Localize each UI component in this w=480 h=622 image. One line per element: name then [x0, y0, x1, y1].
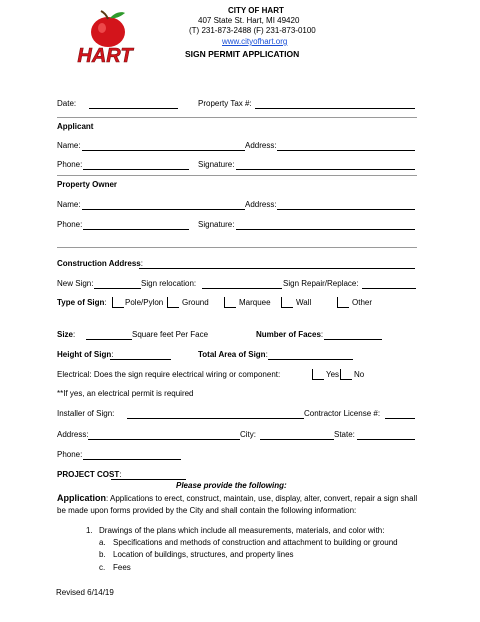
application-paragraph-line1: Application: Applications to erect, construct, maintain, use, display, alter, convert, repair a sign shall [57, 493, 418, 503]
construction-address-field[interactable] [139, 268, 415, 269]
owner-name-label: Name: [57, 200, 81, 209]
installer-field[interactable] [127, 418, 304, 419]
item-1-number: 1. [86, 526, 93, 535]
section-divider [57, 117, 417, 118]
number-of-faces-field[interactable] [324, 339, 382, 340]
square-feet-label: Square feet Per Face [132, 330, 209, 339]
sign-relocation-field[interactable] [202, 288, 282, 289]
project-cost-label: PROJECT COST: [57, 470, 122, 479]
item-1a-text: Specifications and methods of construction and attachment to building or ground [113, 538, 398, 547]
city-phone-fax: (T) 231-873-2488 (F) 231-873-0100 [189, 26, 316, 35]
number-of-faces-label: Number of Faces: [256, 330, 324, 339]
applicant-name-field[interactable] [82, 150, 245, 151]
electrical-note: **If yes, an electrical permit is required [57, 389, 194, 398]
item-1-text: Drawings of the plans which include all measurements, materials, and color with: [99, 526, 385, 535]
installer-phone-label: Phone: [57, 450, 83, 459]
sign-repair-label: Sign Repair/Replace: [283, 279, 359, 288]
instructions-heading: Please provide the following: [176, 481, 287, 490]
sign-relocation-label: Sign relocation: [141, 279, 197, 288]
installer-label: Installer of Sign: [57, 409, 115, 418]
construction-address-label: Construction Address: [57, 259, 143, 268]
electrical-no-checkbox[interactable] [340, 369, 352, 380]
sign-repair-field[interactable] [362, 288, 416, 289]
pole-pylon-label: Pole/Pylon [125, 298, 164, 307]
section-divider [57, 247, 417, 248]
wall-label: Wall [296, 298, 312, 307]
owner-name-field[interactable] [82, 209, 245, 210]
city-name: CITY OF HART [228, 6, 284, 15]
marquee-label: Marquee [239, 298, 271, 307]
property-owner-heading: Property Owner [57, 180, 118, 189]
electrical-no-label: No [354, 370, 365, 379]
height-of-sign-field[interactable] [110, 359, 171, 360]
owner-address-field[interactable] [277, 209, 415, 210]
pole-pylon-checkbox[interactable] [112, 297, 124, 308]
owner-address-label: Address: [245, 200, 277, 209]
website-link[interactable]: www.cityofhart.org [222, 37, 288, 46]
owner-phone-label: Phone: [57, 220, 83, 229]
application-paragraph-line2: be made upon forms provided by the City and shall contain the following information: [57, 506, 357, 515]
owner-signature-label: Signature: [198, 220, 235, 229]
electrical-yes-checkbox[interactable] [312, 369, 324, 380]
city-of-hart-logo [72, 10, 138, 68]
size-label: Size: [57, 330, 76, 339]
applicant-signature-field[interactable] [236, 169, 415, 170]
contractor-license-field[interactable] [385, 418, 415, 419]
item-1b-text: Location of buildings, structures, and property lines [113, 550, 294, 559]
electrical-yes-label: Yes [326, 370, 340, 379]
item-1c-letter: c. [99, 563, 106, 572]
height-of-sign-label: Height of Sign: [57, 350, 114, 359]
item-1b-letter: b. [99, 550, 106, 559]
ground-label: Ground [182, 298, 209, 307]
installer-city-label: City: [240, 430, 256, 439]
electrical-question: Electrical: Does the sign require electrical wiring or component: [57, 370, 281, 379]
date-label: Date: [57, 99, 77, 108]
installer-address-field[interactable] [88, 439, 240, 440]
new-sign-label: New Sign: [57, 279, 94, 288]
applicant-signature-label: Signature: [198, 160, 235, 169]
logo-wordmark: HART [77, 45, 133, 67]
date-field[interactable] [89, 108, 178, 109]
installer-phone-field[interactable] [83, 459, 181, 460]
owner-phone-field[interactable] [83, 229, 189, 230]
property-tax-field[interactable] [255, 108, 415, 109]
applicant-phone-field[interactable] [83, 169, 189, 170]
revised-date: Revised 6/14/19 [56, 588, 114, 597]
item-1a-letter: a. [99, 538, 106, 547]
installer-address-label: Address: [57, 430, 89, 439]
applicant-name-label: Name: [57, 141, 81, 150]
project-cost-field[interactable] [111, 479, 186, 480]
total-area-field[interactable] [268, 359, 353, 360]
wall-checkbox[interactable] [281, 297, 293, 308]
city-address: 407 State St. Hart, MI 49420 [198, 16, 300, 25]
installer-state-label: State: [334, 430, 355, 439]
ground-checkbox[interactable] [167, 297, 179, 308]
other-checkbox[interactable] [337, 297, 349, 308]
applicant-address-label: Address: [245, 141, 277, 150]
type-of-sign-label: Type of Sign: [57, 298, 107, 307]
owner-signature-field[interactable] [236, 229, 415, 230]
marquee-checkbox[interactable] [224, 297, 236, 308]
form-title: SIGN PERMIT APPLICATION [185, 49, 300, 59]
section-divider [57, 175, 417, 176]
total-area-label: Total Area of Sign: [198, 350, 268, 359]
contractor-license-label: Contractor License #: [304, 409, 381, 418]
applicant-address-field[interactable] [277, 150, 415, 151]
property-tax-label: Property Tax #: [198, 99, 252, 108]
size-field[interactable] [86, 339, 132, 340]
item-1c-text: Fees [113, 563, 131, 572]
new-sign-field[interactable] [94, 288, 141, 289]
installer-city-field[interactable] [260, 439, 334, 440]
installer-state-field[interactable] [357, 439, 415, 440]
applicant-phone-label: Phone: [57, 160, 83, 169]
applicant-heading: Applicant [57, 122, 94, 131]
other-label: Other [352, 298, 373, 307]
